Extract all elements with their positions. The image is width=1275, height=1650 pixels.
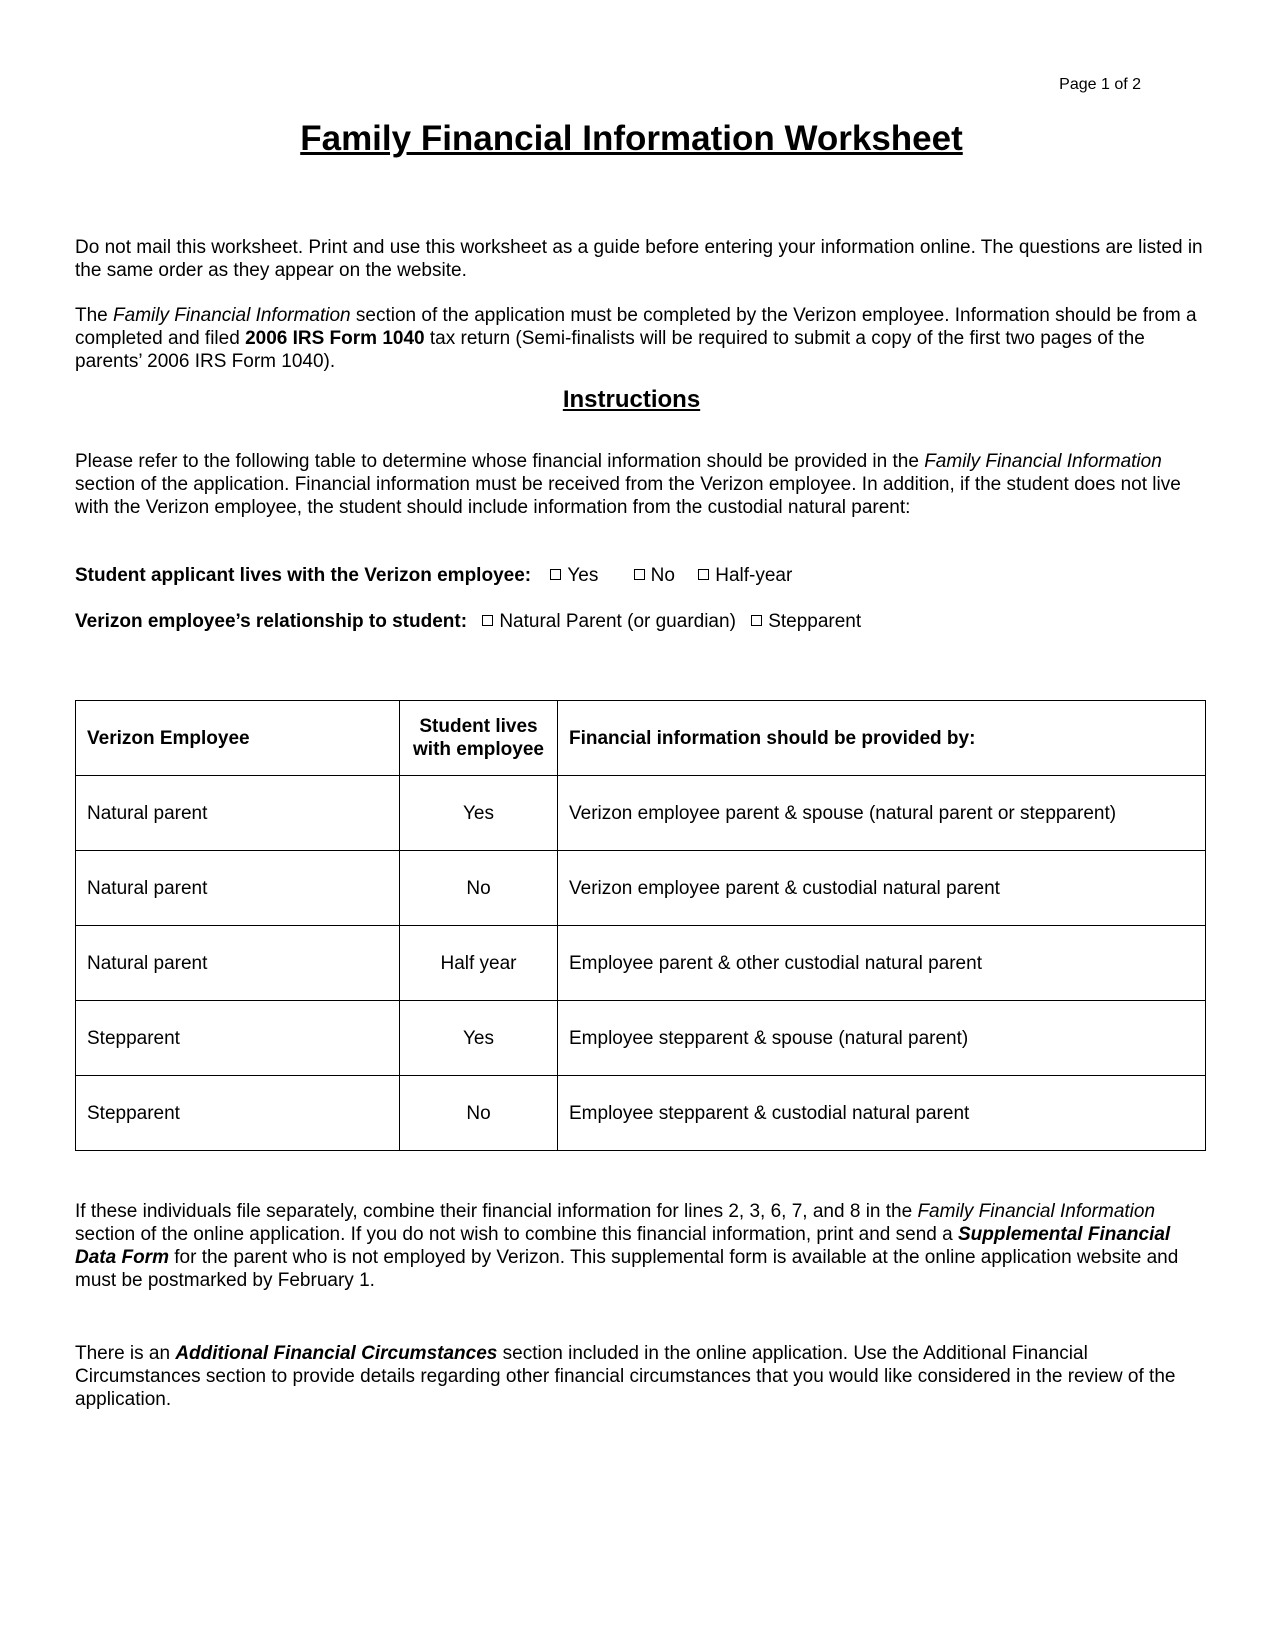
option-no[interactable] — [634, 564, 675, 587]
document-title: Family Financial Information Worksheet — [300, 119, 963, 158]
header-verizon-employee: Verizon Employee — [76, 701, 400, 776]
checkbox-icon[interactable] — [751, 615, 762, 626]
checkbox-icon[interactable] — [482, 615, 493, 626]
option-yes[interactable] — [550, 564, 598, 587]
instructions-paragraph — [75, 450, 1205, 519]
financial-info-table — [75, 700, 1206, 1151]
cell-lives-with: Half year — [400, 926, 558, 1001]
para4-text-a: If these individuals file separately, combine their financial information for lines 2, 3, 6, 7, and 8 in the — [75, 1201, 918, 1222]
option-natural-parent-label: Natural Parent (or guardian) — [499, 611, 736, 632]
combine-paragraph — [75, 1200, 1205, 1292]
option-stepparent-label: Stepparent — [768, 611, 862, 632]
option-yes-label: Yes — [567, 565, 599, 586]
option-half-year[interactable] — [698, 564, 792, 587]
option-stepparent[interactable] — [751, 610, 861, 633]
additional-section-name: Additional Financial Circumstances — [175, 1343, 498, 1364]
cell-lives-with: Yes — [400, 1001, 558, 1076]
cell-lives-with: No — [400, 851, 558, 926]
para4-text-e: for the parent who is not employed by Verizon. This supplemental form is available at the online application website and must be postmarked by February 1. — [75, 1247, 1179, 1291]
checkbox-icon[interactable] — [550, 569, 561, 580]
table-row — [76, 1076, 1206, 1151]
cell-provided-by: Verizon employee parent & spouse (natural parent or stepparent) — [558, 776, 1206, 851]
para4-text-c: section of the online application. If you do not wish to combine this financial information, print and send a — [75, 1224, 958, 1245]
relationship-label: Verizon employee’s relationship to student: — [75, 611, 468, 632]
checkbox-icon[interactable] — [634, 569, 645, 580]
header-student-lives: Student lives with employee — [400, 701, 558, 776]
para5-text-a: There is an — [75, 1343, 176, 1364]
relationship-question — [75, 610, 861, 633]
cell-employee: Natural parent — [76, 851, 400, 926]
page-number: Page 1 of 2 — [1059, 76, 1141, 93]
para3-text-c: section of the application. Financial information must be received from the Verizon employee. In addition, if the student does not live with the Verizon employee, the student should include information from the custodial natural parent: — [75, 474, 1181, 518]
lives-with-label: Student applicant lives with the Verizon employee: — [75, 565, 532, 586]
intro-paragraph: Do not mail this worksheet. Print and use this worksheet as a guide before entering your information online. The questions are listed in the same order as they appear on the website. — [75, 237, 1203, 281]
cell-employee: Stepparent — [76, 1001, 400, 1076]
option-half-year-label: Half-year — [715, 565, 793, 586]
cell-provided-by: Employee stepparent & spouse (natural parent) — [558, 1001, 1206, 1076]
checkbox-icon[interactable] — [698, 569, 709, 580]
lives-with-question — [75, 564, 792, 587]
para4-section-name: Family Financial Information — [917, 1201, 1156, 1222]
form-1040-paragraph — [75, 304, 1205, 373]
additional-circumstances-paragraph — [75, 1342, 1205, 1411]
header-provided-by: Financial information should be provided by: — [558, 701, 1206, 776]
table-header-row — [76, 701, 1206, 776]
cell-lives-with: Yes — [400, 776, 558, 851]
para2-section-name: Family Financial Information — [113, 305, 351, 326]
cell-lives-with: No — [400, 1076, 558, 1151]
para3-text-a: Please refer to the following table to determine whose financial information should be provided in the — [75, 451, 925, 472]
table-row — [76, 776, 1206, 851]
instructions-heading: Instructions — [562, 386, 701, 413]
cell-employee: Natural parent — [76, 926, 400, 1001]
table-row — [76, 926, 1206, 1001]
supplemental-form-name: Supplemental Financial Data Form — [75, 1224, 1171, 1268]
cell-provided-by: Verizon employee parent & custodial natural parent — [558, 851, 1206, 926]
para2-text-e: tax return (Semi-finalists will be required to submit a copy of the first two pages of the parents’ 2006 IRS Form 1040). — [75, 328, 1145, 372]
table-row — [76, 851, 1206, 926]
cell-provided-by: Employee stepparent & custodial natural parent — [558, 1076, 1206, 1151]
table-row — [76, 1001, 1206, 1076]
option-no-label: No — [650, 565, 675, 586]
para3-section-name: Family Financial Information — [924, 451, 1162, 472]
option-natural-parent[interactable] — [482, 610, 736, 633]
cell-provided-by: Employee parent & other custodial natural parent — [558, 926, 1206, 1001]
para2-text-a: The — [75, 305, 114, 326]
para2-form-name: 2006 IRS Form 1040 — [245, 328, 425, 349]
para2-text-c: section of the application must be completed by the Verizon employee. Information should be from a completed and filed — [75, 305, 1197, 349]
cell-employee: Natural parent — [76, 776, 400, 851]
cell-employee: Stepparent — [76, 1076, 400, 1151]
para5-text-c: section included in the online application. Use the Additional Financial Circumstances section to provide details regarding other financial circumstances that you would like considered in the review of the application. — [75, 1343, 1176, 1410]
